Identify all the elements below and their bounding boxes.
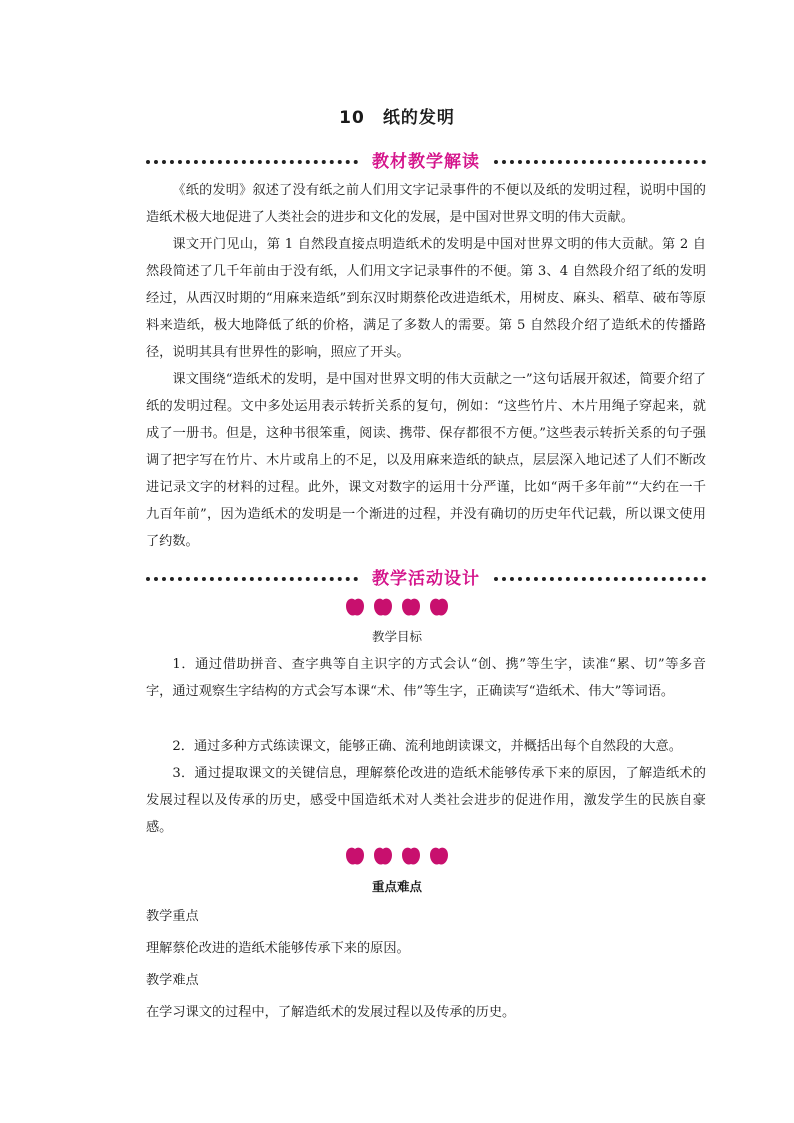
section-heading-activity: 教学活动设计 [372,569,480,589]
reading-paragraph-2: 课文开门见山，第 1 自然段直接点明造纸术的发明是中国对世界文明的伟大贡献。第 2 自然段简述了几千年前由于没有纸，人们用文字记录事件的不便。第 3、4 自然段介绍了纸的发明经过，从西汉时期的“用麻来造纸”到东汉时期蔡伦改进造纸术，用树皮、麻头、稻草、破布等原料来造纸，极大地降低了纸的价格，满足了多数人的需要。第 5 自然段介绍了造纸术的传播路径，说明其具有世界性的影响，照应了开头。 [146,237,706,360]
goals-heading: 教学目标 [371,629,422,644]
apple-icon [400,596,422,618]
goal-item-2: 2．通过多种方式练读课文，能够正确、流利地朗读课文，并概括出每个自然段的大意。 [172,739,682,754]
goal-item-1: 1．通过借助拼音、查字典等自主识字的方式会认“创、携”等生字，读准“累、切”等多音字，通过观察生字结构的方式会写本课“术、伟”等生字，正确读写“造纸术、伟大”等词语。 [146,657,706,699]
difficulty-text: 在学习课文的过程中，了解造纸术的发展过程以及传承的历史。 [146,1005,516,1020]
section-banner-reading [146,147,706,175]
keypoints-heading: 重点难点 [371,879,422,894]
section-banner-activity [146,564,706,592]
reading-paragraph-3: 课文围绕“造纸术的发明，是中国对世界文明的伟大贡献之一”这句话展开叙述，简要介绍了纸的发明过程。文中多处运用表示转折关系的复句，例如：“这些竹片、木片用绳子穿起来，就成了一册书。但是，这种书很笨重，阅读、携带、保存都很不方便。”这些表示转折关系的句子强调了把字写在竹片、木片或帛上的不足，以及用麻来造纸的缺点，层层深入地记述了人们不断改进记录文字的材料的过程。此外，课文对数字的运用十分严谨，比如“两千多年前”“大约在一千九百年前”，因为造纸术的发明是一个渐进的过程，并没有确切的历史年代记载，所以课文使用了约数。 [146,372,706,549]
reading-paragraph-1: 《纸的发明》叙述了没有纸之前人们用文字记录事件的不便以及纸的发明过程，说明中国的造纸术极大地促进了人类社会的进步和文化的发展，是中国对世界文明的伟大贡献。 [146,183,706,225]
apple-icon [428,845,450,867]
section-heading-reading: 教材教学解读 [372,152,480,172]
lesson-title: 10 纸的发明 [339,108,455,128]
dotted-divider-right [494,577,706,584]
focus-text: 理解蔡伦改进的造纸术能够传承下来的原因。 [146,941,410,956]
apple-icon [428,596,450,618]
apple-icon [372,845,394,867]
apple-icon [400,845,422,867]
dotted-divider-right [494,160,706,167]
difficulty-label: 教学难点 [146,973,199,988]
apple-icon [372,596,394,618]
focus-label: 教学重点 [146,909,199,924]
goal-item-3: 3．通过提取课文的关键信息，理解蔡伦改进的造纸术能够传承下来的原因，了解造纸术的发展过程以及传承的历史，感受中国造纸术对人类社会进步的促进作用，激发学生的民族自豪感。 [146,766,706,835]
apple-decoration-row [0,845,794,871]
apple-decoration-row [0,596,794,622]
apple-icon [344,845,366,867]
apple-icon [344,596,366,618]
